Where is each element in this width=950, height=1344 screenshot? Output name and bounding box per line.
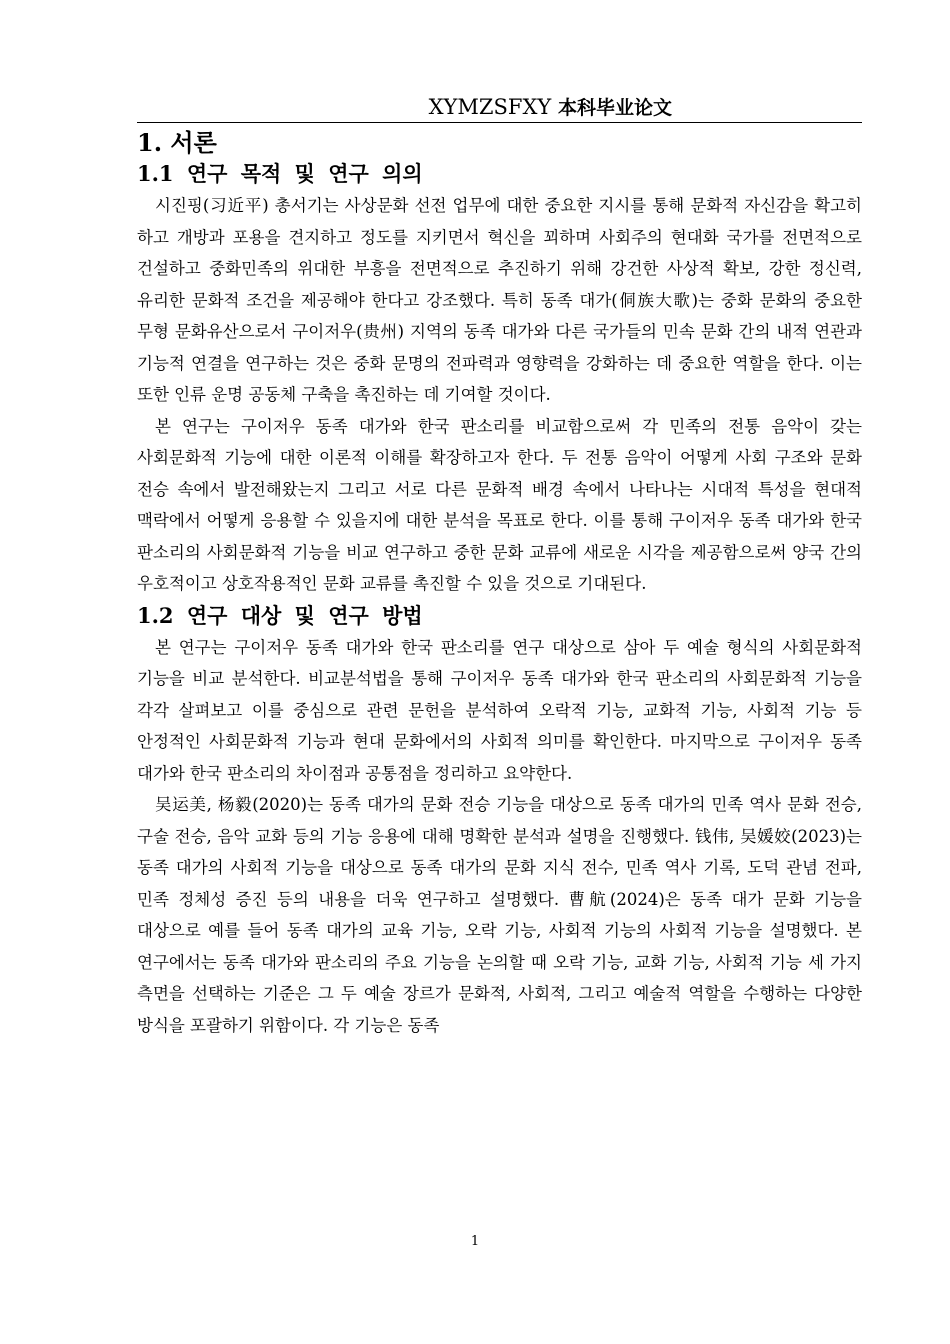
header-latin: XYMZSFXY: [428, 95, 552, 119]
header-title: [429, 94, 672, 121]
paragraph: 본 연구는 구이저우 동족 대가와 한국 판소리를 비교함으로써 각 민족의 전통 음악이 갖는 사회문화적 기능에 대한 이론적 이해를 확장하고자 한다. 두 전통 음악이 어떻게 사회 구조와 문화 전승 속에서 발전해왔는지 그리고 서로 다른 문화적 배경 속에서 나타나는 시대적 특성을 현대적 맥락에서 어떻게 응용할 수 있을지에 대한 분석을 목표로 한다. 이를 통해 구이저우 동족 대가와 한국 판소리의 사회문화적 기능을 비교 연구하고 중한 문화 교류에 새로운 시각을 제공함으로써 양국 간의 우호적이고 상호작용적인 문화 교류를 촉진할 수 있을 것으로 기대된다.: [137, 416, 862, 593]
paragraph: 시진핑(习近平) 총서기는 사상문화 선전 업무에 대한 중요한 지시를 통해 문화적 자신감을 확고히 하고 개방과 포용을 견지하고 정도를 지키면서 혁신을 꾀하며 사회주의 현대화 국가를 전면적으로 건설하고 중화민족의 위대한 부흥을 전면적으로 추진하기 위해 강건한 사상적 확보, 강한 정신력, 유리한 문화적 조건을 제공해야 한다고 강조했다. 특히 동족 대가(侗族大歌)는 중화 문화의 중요한 무형 문화유산으로서 구이저우(贵州) 지역의 동족 대가와 다른 국가들의 민속 문화 간의 내적 연관과 기능적 연결을 연구하는 것은 중화 문명의 전파력과 영향력을 강화하는 데 중요한 역할을 한다. 이는 또한 인류 운명 공동체 구축을 촉진하는 데 기여할 것이다.: [137, 196, 862, 404]
page-number: 1: [470, 1234, 480, 1249]
page-header: [137, 94, 862, 123]
section-title: 1.2 연구 대상 및 연구 방법: [137, 602, 423, 628]
paragraph: 吴运美, 杨毅(2020)는 동족 대가의 문화 전승 기능을 대상으로 동족 대가의 민족 역사 문화 전승, 구술 전승, 음악 교화 등의 기능 응용에 대해 명확한 분석과 설명을 진행했다. 钱伟, 吴媛姣(2023)는 동족 대가의 사회적 기능을 대상으로 동족 대가의 문화 지식 전수, 민족 역사 기록, 도덕 관념 전파, 민족 정체성 증진 등의 내용을 더욱 연구하고 설명했다. 曹航(2024)은 동족 대가 문화 기능을 대상으로 예를 들어 동족 대가의 교육 기능, 오락 기능, 사회적 기능의 사회적 기능을 설명했다. 본 연구에서는 동족 대가와 판소리의 주요 기능을 논의할 때 오락 기능, 교화 기능, 사회적 기능 세 가지 측면을 선택하는 기준은 그 두 예술 장르가 문화적, 사회적, 그리고 예술적 역할을 수행하는 다양한 방식을 포괄하기 위함이다. 각 기능은 동족: [137, 795, 862, 1035]
section-title: 1.1 연구 목적 및 연구 의의: [137, 161, 423, 186]
chapter-title: 1. 서론: [137, 128, 217, 157]
paragraph: 본 연구는 구이저우 동족 대가와 한국 판소리를 연구 대상으로 삼아 두 예술 형식의 사회문화적 기능을 비교 분석한다. 비교분석법을 통해 구이저우 동족 대가와 한국 판소리의 사회문화적 기능을 각각 살펴보고 이를 중심으로 관련 문헌을 분석하여 오락적 기능, 교화적 기능, 사회적 기능 등 안정적인 사회문화적 기능과 현대 문화에서의 사회적 의미를 확인한다. 마지막으로 구이저우 동족 대가와 한국 판소리의 차이점과 공통점을 정리하고 요약한다.: [137, 637, 862, 783]
page-body: [137, 128, 862, 1041]
header-chinese: 本科毕业论文: [557, 97, 672, 119]
